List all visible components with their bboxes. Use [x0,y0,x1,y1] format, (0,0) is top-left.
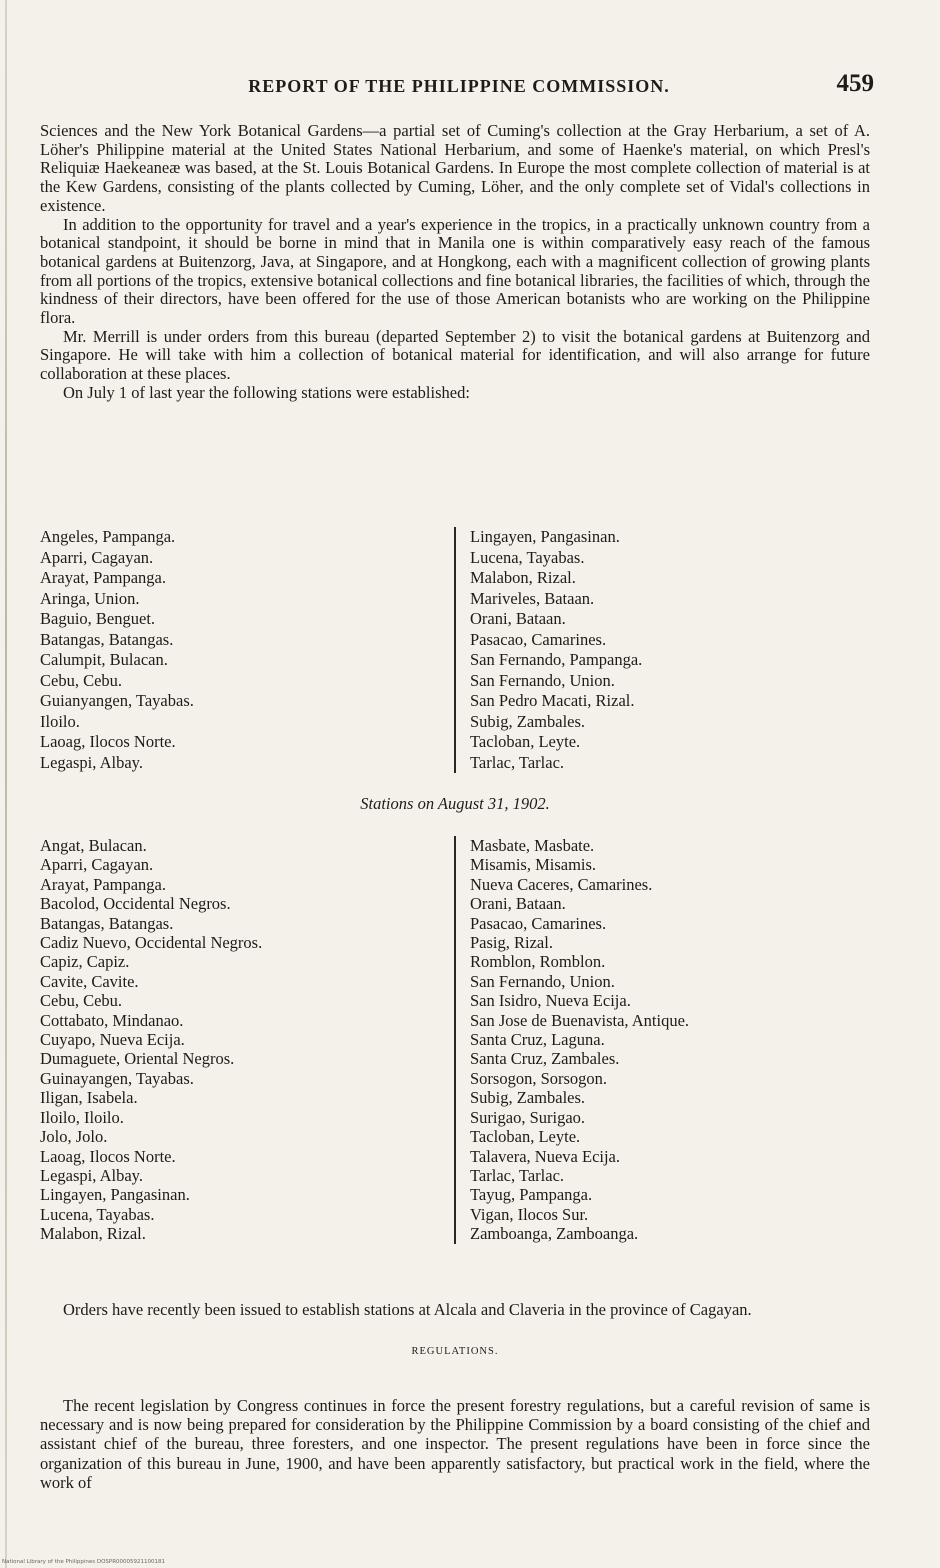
station-item: Aparri, Cagayan. [40,855,154,875]
station-item: Dumaguete, Oriental Negros. [40,1049,235,1069]
station-item: Aparri, Cagayan. [40,547,154,567]
station-item: Guinayangen, Tayabas. [40,1068,194,1088]
paragraph: In addition to the opportunity for travel and a year's experience in the tropics, in a practically unknown country from a botanical standpoint, it should be borne in mind that in Manila one is within comparatively easy reach of the famous botanical gardens at Buitenzorg, Java, at Singapore, and at Hongkong, each with a magnificent collection of growing plants from all portions of the tropics, extensive botanical collections and fine botanical libraries, the facilities of which, through the kindness of their directors, have been offered for the use of those American botanists who are working on the Philippine flora. [40,214,870,328]
page-number: 459 [836,70,874,97]
paragraph: Sciences and the New York Botanical Gardens—a partial set of Cuming's collection at the Gray Herbarium, a set of A. Löher's Philippine material at the United States National Herbarium, and some of Haenke's material, on which Presl's Reliquiæ Haekeaneæ was based, at the St. Louis Botanical Gardens. In Europe the most complete collection of material is at the Kew Gardens, consisting of the plants collected by Cuming, Löher, and the only complete set of Vidal's collections in existence. [40,121,870,215]
library-stamp: National Library of the Philippines DOSPR00005921100181 [2,1559,166,1565]
station-item: Misamis, Misamis. [470,855,597,875]
station-item: Pasacao, Camarines. [470,913,607,933]
stations-list-1902 [40,836,870,1261]
station-item: Arayat, Pampanga. [40,874,166,894]
station-item: Tarlac, Tarlac. [470,752,565,772]
station-item: San Jose de Buenavista, Antique. [470,1010,690,1030]
station-item: Subig, Zambales. [470,711,586,731]
stations-1902-heading: Stations on August 31, 1902. [360,794,550,813]
station-item: Capiz, Capiz. [40,952,130,972]
station-item: Tayug, Pampanga. [470,1185,593,1205]
station-item: Malabon, Rizal. [40,1224,146,1244]
station-item: Baguio, Benguet. [40,609,156,628]
station-item: Zamboanga, Zamboanga. [470,1224,639,1244]
stations-intro: On July 1 of last year the following stations were established: [63,382,470,402]
regulations-heading: REGULATIONS. [411,1346,499,1357]
station-item: Cebu, Cebu. [40,670,123,690]
station-item: Pasig, Rizal. [470,933,553,953]
station-item: Surigao, Surigao. [470,1107,586,1127]
station-item: Aringa, Union. [40,588,140,608]
station-item: Calumpit, Bulacan. [40,650,168,669]
station-item: Orani, Bataan. [470,894,566,914]
station-item: Pasacao, Camarines. [470,629,607,649]
station-item: Cavite, Cavite. [40,971,139,991]
station-item: Bacolod, Occidental Negros. [40,894,231,914]
station-item: Lingayen, Pangasinan. [40,1185,190,1205]
station-item: Angat, Bulacan. [40,836,147,855]
paragraph: Mr. Merrill is under orders from this bureau (departed September 2) to visit the botanical gardens at Buitenzorg and Singapore. He will take with him a collection of botanical material for identification, and will also arrange for future collaboration at these places. [40,326,870,384]
station-item: Laoag, Ilocos Norte. [40,1146,176,1166]
station-item: Tarlac, Tarlac. [470,1165,565,1185]
station-item: Malabon, Rizal. [470,568,576,587]
stations-list-right-column [454,527,642,773]
station-item: Legaspi, Albay. [40,1165,143,1185]
station-item: Iligan, Isabela. [40,1088,138,1108]
stations-list-left-column [40,527,194,773]
body-text [40,122,870,403]
station-item: Iloilo. [40,711,80,731]
station-item: Santa Cruz, Laguna. [470,1030,605,1050]
station-item: Guianyangen, Tayabas. [40,691,194,710]
station-item: Orani, Bataan. [470,609,566,628]
station-item: Cadiz Nuevo, Occidental Negros. [40,933,263,953]
station-item: Arayat, Pampanga. [40,568,166,587]
station-item: San Fernando, Union. [470,670,615,690]
station-item: San Isidro, Nueva Ecija. [470,991,631,1011]
station-item: Cottabato, Mindanao. [40,1010,184,1030]
station-item: Subig, Zambales. [470,1088,586,1108]
station-item: Tacloban, Leyte. [470,1127,581,1147]
orders-note: Orders have recently been issued to establish stations at Alcala and Claveria in the province of Cagayan. [63,1299,752,1319]
station-item: Cebu, Cebu. [40,991,123,1011]
station-item: San Fernando, Union. [470,971,615,991]
station-item: Romblon, Romblon. [470,952,606,972]
station-item: Laoag, Ilocos Norte. [40,732,176,751]
running-head: REPORT OF THE PHILIPPINE COMMISSION. [248,76,670,96]
station-item: Sorsogon, Sorsogon. [470,1068,608,1088]
station-item: Nueva Caceres, Camarines. [470,874,653,894]
stations-list-right-column [454,836,689,1244]
station-item: Legaspi, Albay. [40,752,143,772]
station-item: Tacloban, Leyte. [470,732,581,751]
stations-list-left-column [40,836,262,1244]
station-item: Vigan, Ilocos Sur. [470,1204,589,1224]
station-item: Masbate, Masbate. [470,836,595,855]
page-edge-shadow [5,0,7,1568]
station-item: Lucena, Tayabas. [470,547,585,567]
station-item: Iloilo, Iloilo. [40,1107,124,1127]
station-item: Cuyapo, Nueva Ecija. [40,1030,185,1050]
station-item: Batangas, Batangas. [40,629,174,649]
station-item: Lucena, Tayabas. [40,1204,155,1224]
station-item: Batangas, Batangas. [40,913,174,933]
station-item: Mariveles, Bataan. [470,588,595,608]
station-item: Talavera, Nueva Ecija. [470,1146,621,1166]
station-item: Santa Cruz, Zambales. [470,1049,620,1069]
station-item: Angeles, Pampanga. [40,527,176,546]
page-header [40,70,878,104]
station-item: San Fernando, Pampanga. [470,650,643,669]
regulations-paragraph: The recent legislation by Congress continues in force the present forestry regulations, but a careful revision of same is necessary and is now being prepared for consideration by the Philippine Commission by a board consisting of the chief and assistant chief of the bureau, three foresters, and one inspector. The present regulations have been in force since the organization of this bureau in June, 1900, and have been apparently satisfactory, but practical work in the field, where the work of [40,1395,870,1493]
station-item: San Pedro Macati, Rizal. [470,691,635,710]
stations-list-1901 [40,527,870,772]
station-item: Lingayen, Pangasinan. [470,527,620,546]
station-item: Jolo, Jolo. [40,1127,108,1147]
